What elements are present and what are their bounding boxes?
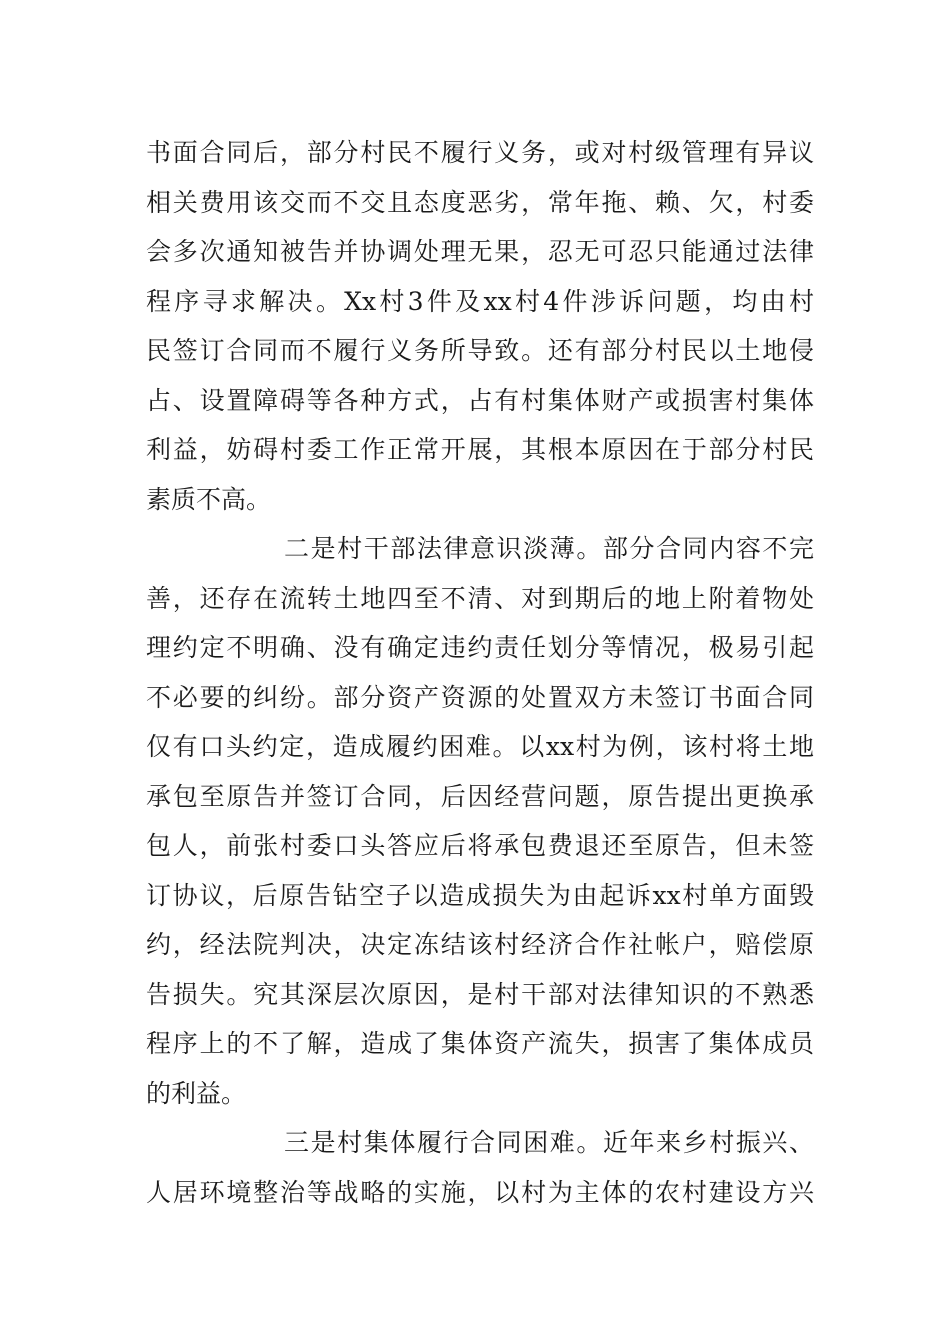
text-line: 相关费用该交而不交且态度恶劣，常年拖、赖、欠，村委: [146, 187, 814, 217]
paragraph-contract-performance: [146, 1118, 814, 1217]
text-line: 不必要的纠纷。部分资产资源的处置双方未签订书面合同: [146, 682, 814, 712]
text-line: 三是村集体履行合同困难。近年来乡村振兴、: [284, 1128, 814, 1157]
text-line: 书面合同后，部分村民不履行义务，或对村级管理有异议: [146, 138, 814, 167]
text-line: 程序寻求解决。Xx村3件及xx村4件涉诉问题，均由村: [146, 286, 814, 316]
text-line: 订协议，后原告钻空子以造成损失为由起诉xx村单方面毁: [146, 880, 814, 910]
text-line: 约，经法院判决，决定冻结该村经济合作社帐户，赔偿原: [146, 930, 814, 959]
text-line: 理约定不明确、没有确定违约责任划分等情况，极易引起: [146, 633, 814, 662]
text-line: 人居环境整治等战略的实施，以村为主体的农村建设方兴: [146, 1177, 814, 1207]
text-line: 程序上的不了解，造成了集体资产流失，损害了集体成员: [146, 1029, 814, 1058]
text-line: 占、设置障碍等各种方式，占有村集体财产或损害村集体: [146, 385, 814, 415]
text-line: 告损失。究其深层次原因，是村干部对法律知识的不熟悉: [146, 979, 814, 1009]
text-line: 包人，前张村委口头答应后将承包费退还至原告，但未签: [146, 831, 814, 860]
text-line: 会多次通知被告并协调处理无果，忍无可忍只能通过法律: [146, 237, 814, 266]
text-line: 素质不高。: [146, 484, 272, 514]
text-line: 民签订合同而不履行义务所导致。还有部分村民以土地侵: [146, 336, 814, 365]
text-line: 善，还存在流转土地四至不清、对到期后的地上附着物处: [146, 583, 814, 613]
text-line: 二是村干部法律意识淡薄。部分合同内容不完: [284, 534, 814, 563]
text-line: 利益，妨碍村委工作正常开展，其根本原因在于部分村民: [146, 435, 814, 464]
document-body: [146, 128, 814, 1217]
paragraph-continuation: [146, 128, 814, 524]
text-line: 的利益。: [146, 1078, 247, 1108]
text-line: 仅有口头约定，造成履约困难。以xx村为例，该村将土地: [146, 732, 814, 761]
paragraph-cadre-legal-awareness: [146, 524, 814, 1118]
text-line: 承包至原告并签订合同，后因经营问题，原告提出更换承: [146, 781, 814, 811]
